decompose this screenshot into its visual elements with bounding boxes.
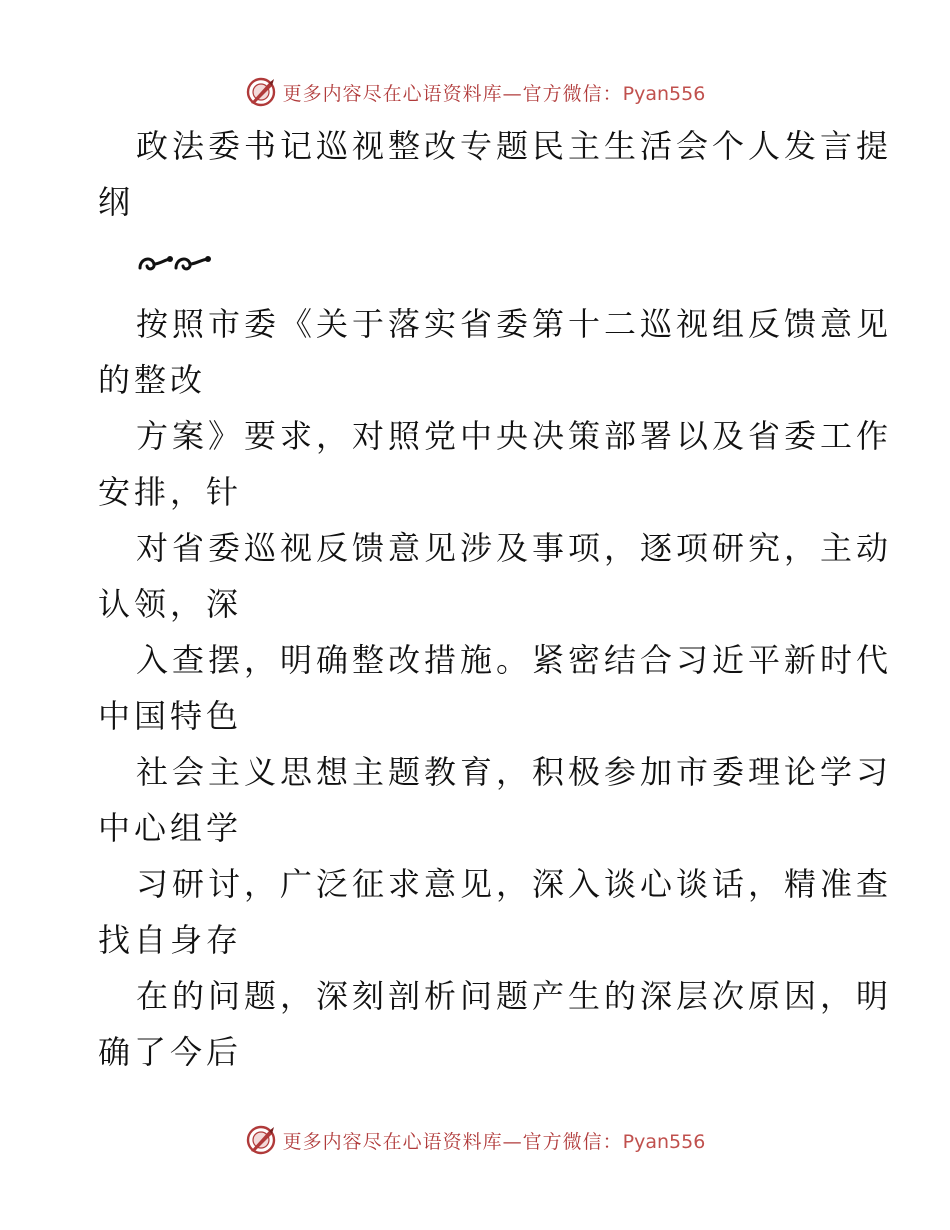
watermark-text: 更多内容尽在心语资料库—官方微信：Pyan556: [282, 1130, 706, 1153]
paragraph-line: 入查摆，明确整改措施。紧密结合习近平新时代: [136, 641, 893, 679]
paragraph-line: 找自身存: [98, 921, 243, 959]
paragraph-line: 对省委巡视反馈意见涉及事项，逐项研究，主动: [136, 529, 893, 567]
paragraph-line: 的整改: [98, 361, 207, 399]
paragraph-line: 按照市委《关于落实省委第十二巡视组反馈意见: [136, 305, 893, 343]
fleuron-ornament-icon: [136, 250, 212, 276]
paragraph-line: 确了今后: [98, 1033, 243, 1071]
paragraph-line: 在的问题，深刻剖析问题产生的深层次原因，明: [136, 977, 893, 1015]
paragraph-line: 社会主义思想主题教育，积极参加市委理论学习: [136, 753, 893, 791]
paragraph-line: 认领，深: [98, 585, 243, 623]
header-watermark: [0, 72, 950, 112]
quill-logo-icon: [245, 76, 277, 108]
document-title-line-1: 政法委书记巡视整改专题民主生活会个人发言提: [136, 127, 893, 165]
paragraph-line: 中心组学: [98, 809, 243, 847]
paragraph-line: 安排，针: [98, 473, 243, 511]
document-title-line-2: 纲: [98, 183, 135, 221]
paragraph-line: 中国特色: [98, 697, 243, 735]
document-body: [98, 118, 893, 1080]
paragraph-line: 习研讨，广泛征求意见，深入谈心谈话，精准查: [136, 865, 893, 903]
paragraph-line: 方案》要求，对照党中央决策部署以及省委工作: [136, 417, 893, 455]
footer-watermark: [0, 1120, 950, 1160]
quill-logo-icon: [245, 1124, 277, 1156]
watermark-text: 更多内容尽在心语资料库—官方微信：Pyan556: [282, 82, 706, 105]
divider-ornament: [98, 230, 858, 296]
